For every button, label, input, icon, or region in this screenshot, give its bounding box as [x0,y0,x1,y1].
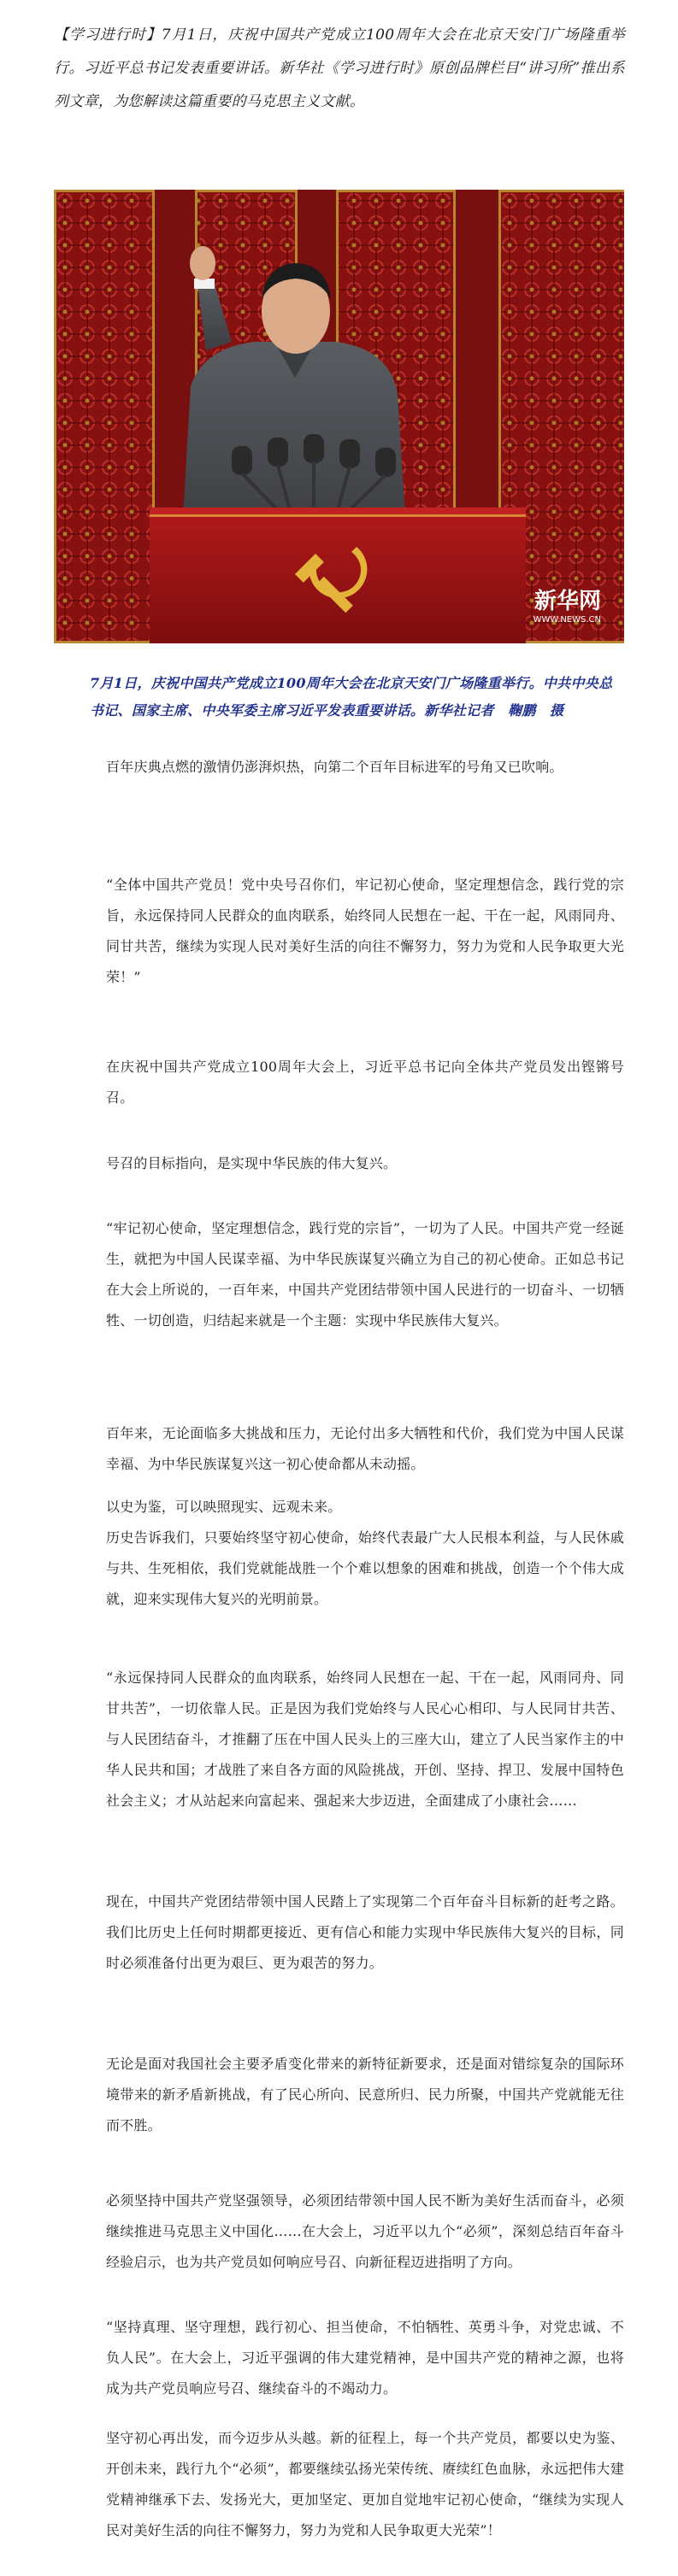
paragraph-9: “永远保持同人民群众的血肉联系，始终同人民想在一起、干在一起，风雨同舟、同甘共苦”，一切依靠人民。正是因为我们党始终与人民心心相印、与人民同甘共苦、与人民团结奋斗，才推翻了压在中国人民头上的三座大山，建立了人民当家作主的中华人民共和国；才战胜了来自各方面的风险挑战，开创、坚持、捍卫、发展中国特色社会主义；才从站起来向富起来、强起来大步迈进，全面建成了小康社会…… [106,1669,624,1809]
paragraph-4: 号召的目标指向，是实现中华民族的伟大复兴。 [106,1155,398,1171]
intro-text: 【学习进行时】7月1日，庆祝中国共产党成立100周年大会在北京天安门广场隆重举行。习近平总书记发表重要讲话。新华社《学习进行时》原创品牌栏目“讲习所”推出系列文章，为您解读这篇重要的马克思主义文献。 [54,26,625,110]
paragraph-7: 以史为鉴，可以映照现实、远观未来。 [106,1499,342,1515]
paragraph-2: “全体中国共产党员！党中央号召你们，牢记初心使命，坚定理想信念，践行党的宗旨，永远保持同人民群众的血肉联系，始终同人民想在一起、干在一起，风雨同舟、同甘共苦，继续为实现人民对美好生活的向往不懈努力，努力为党和人民争取更大光荣！” [106,877,624,985]
watermark-url: WWW.NEWS.CN [533,615,601,625]
news-photo [54,190,624,643]
watermark-logo: 新华网 [534,589,601,614]
photo-caption: 7月1日，庆祝中国共产党成立100周年大会在北京天安门广场隆重举行。中共中央总书记、国家主席、中央军委主席习近平发表重要讲话。新华社记者 鞠鹏 摄 [90,675,613,719]
paragraph-6: 百年来，无论面临多大挑战和压力，无论付出多大牺牲和代价，我们党为中国人民谋幸福、为中华民族谋复兴这一初心使命都从未动摇。 [106,1425,624,1472]
paragraph-14: 坚守初心再出发，而今迈步从头越。新的征程上，每一个共产党员，都要以史为鉴、开创未来，践行九个“必须”，都要继续弘扬光荣传统、赓续红色血脉，永远把伟大建党精神继承下去、发扬光大，更加坚定、更加自觉地牢记初心使命，“继续为实现人民对美好生活的向往不懈努力，努力为党和人民争取更大光荣”！ [106,2430,624,2538]
paragraph-13: “坚持真理、坚守理想，践行初心、担当使命，不怕牺牲、英勇斗争，对党忠诚、不负人民”。在大会上，习近平强调的伟大建党精神，是中国共产党的精神之源，也将成为共产党员响应号召、继续奋斗的不竭动力。 [106,2319,624,2397]
paragraph-12: 必须坚持中国共产党坚强领导，必须团结带领中国人民不断为美好生活而奋斗，必须继续推进马克思主义中国化……在大会上，习近平以九个“必须”，深刻总结百年奋斗经验启示，也为共产党员如何响应号召、向新征程迈进指明了方向。 [106,2192,624,2270]
paragraph-11: 无论是面对我国社会主要矛盾变化带来的新特征新要求，还是面对错综复杂的国际环境带来的新矛盾新挑战，有了民心所向、民意所归、民力所聚，中国共产党就能无往而不胜。 [106,2056,624,2133]
paragraph-8: 历史告诉我们，只要始终坚守初心使命，始终代表最广大人民根本利益，与人民休戚与共、生死相依，我们党就能战胜一个个难以想象的困难和挑战，创造一个个伟大成就，迎来实现伟大复兴的光明前景。 [106,1529,624,1607]
paragraph-10: 现在，中国共产党团结带领中国人民踏上了实现第二个百年奋斗目标新的赶考之路。我们比历史上任何时期都更接近、更有信心和能力实现中华民族伟大复兴的目标，同时必须准备付出更为艰巨、更为艰苦的努力。 [106,1893,624,1971]
paragraph-5: “牢记初心使命，坚定理想信念，践行党的宗旨”，一切为了人民。中国共产党一经诞生，就把为中国人民谋幸福、为中华民族谋复兴确立为自己的初心使命。正如总书记在大会上所说的，一百年来，中国共产党团结带领中国人民进行的一切奋斗、一切牺牲、一切创造，归结起来就是一个主题：实现中华民族伟大复兴。 [106,1220,624,1329]
paragraph-1: 百年庆典点燃的激情仍澎湃炽热，向第二个百年目标进军的号角又已吹响。 [106,759,563,775]
paragraph-3: 在庆祝中国共产党成立100周年大会上，习近平总书记向全体共产党员发出铿锵号召。 [106,1059,624,1106]
